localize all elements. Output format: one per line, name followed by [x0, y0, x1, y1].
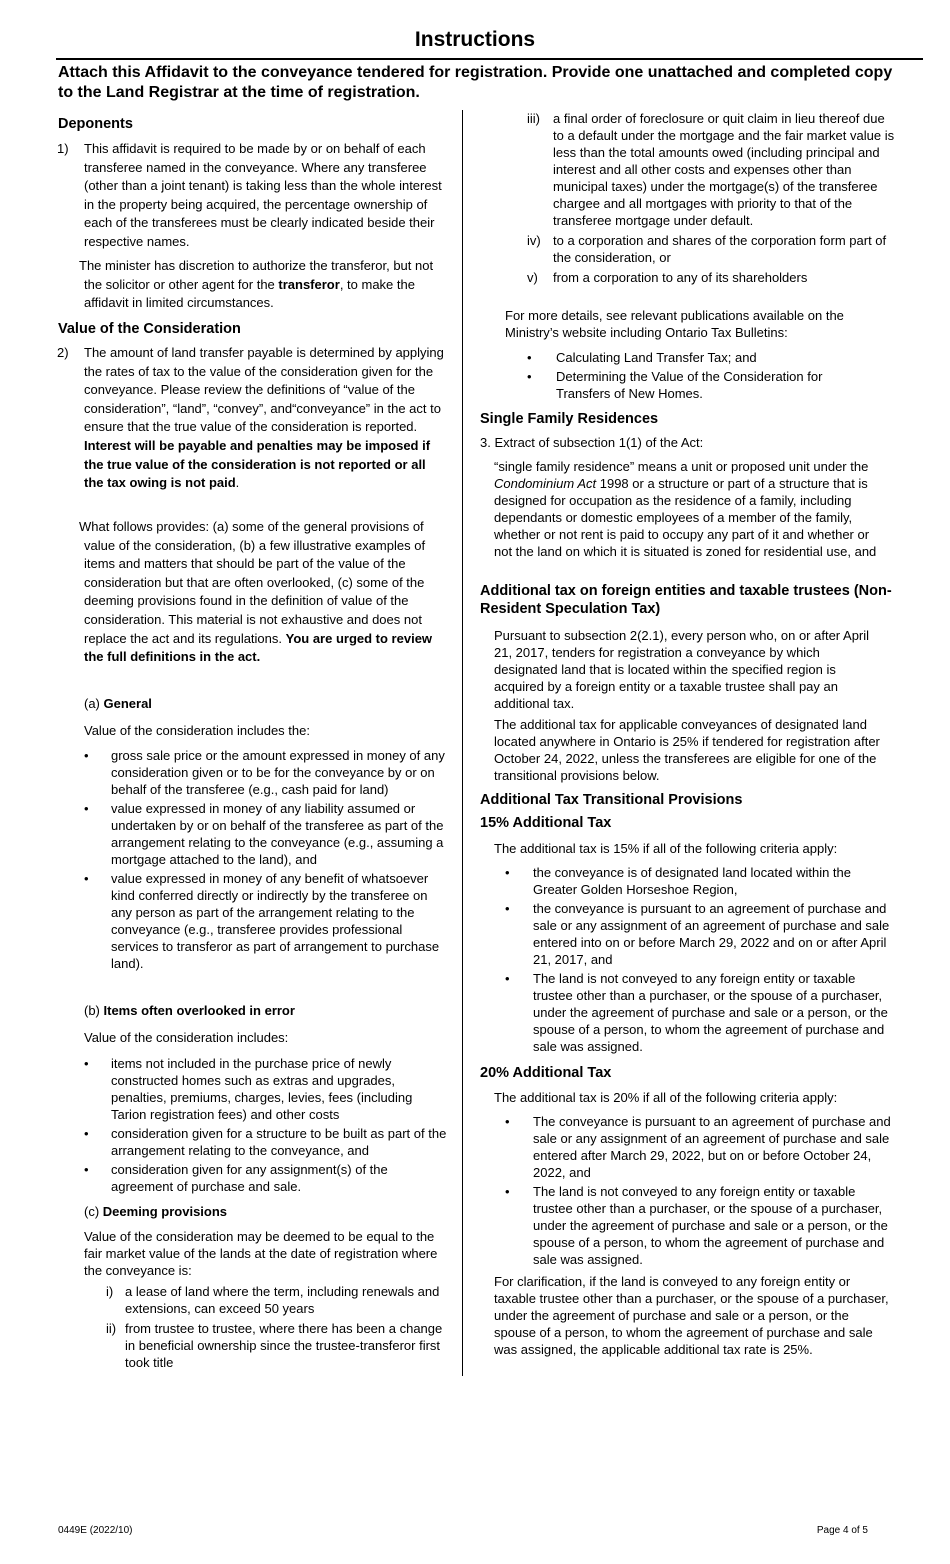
list-item-text: The land is not conveyed to any foreign entity or taxable trustee other than a purchaser, or the spouse of a purchaser, under the agreement of purchase and sale or a person, or the spouse of a person, to whom the agreement of purchase and sale was assigned. — [533, 971, 888, 1054]
text: “single family residence” means a unit or proposed unit under the — [494, 459, 869, 474]
bullet-icon: • — [527, 369, 532, 384]
list-item-text: Determining the Value of the Consideration for Transfers of New Homes. — [556, 369, 823, 401]
text: . — [235, 475, 240, 491]
deeming-item — [106, 1283, 451, 1317]
list-item — [505, 900, 895, 968]
list-item — [84, 1125, 449, 1159]
subheading-deeming — [84, 1203, 227, 1220]
list-item-text: gross sale price or the amount expressed in money of any consideration given or to be for the conveyance by or on behalf of the transferee (e.g., cash paid for land) — [111, 748, 445, 797]
bullets-20 — [505, 1113, 895, 1270]
bold-text: Items often overlooked in error — [103, 1003, 295, 1018]
bold-text: General — [103, 696, 152, 711]
bullet-icon: • — [84, 871, 89, 886]
list-item-text: consideration given for a structure to be built as part of the arrangement relating to the conveyance, and — [111, 1126, 447, 1158]
heading-15: 15% Additional Tax — [480, 815, 612, 831]
list-item-text: to a corporation and shares of the corporation form part of the consideration, or — [553, 233, 887, 265]
bullet-icon: • — [84, 1162, 89, 1177]
general-intro: Value of the consideration includes the: — [84, 723, 310, 738]
list-item-text: Calculating Land Transfer Tax; and — [556, 350, 757, 365]
list-item-text: The conveyance is pursuant to an agreement of purchase and sale or any assignment of an agreement of purchase and sale entered after March 29, 2022, but on or before October 24, 2022, and — [533, 1114, 891, 1180]
list-item-text: The land is not conveyed to any foreign entity or taxable trustee other than a purchaser, or the spouse of a purchaser, under the agreement of purchase and sale or a person, or the spouse of a person, to whom the agreement of purchase and sale was assigned. — [533, 1184, 888, 1267]
italic-text: Condominium Act — [494, 476, 597, 491]
heading-nrst: Additional tax on foreign entities and taxable trustees (Non-Resident Speculation Tax) — [480, 583, 892, 617]
general-bullets — [84, 747, 449, 974]
column-divider — [462, 110, 463, 1376]
list-item — [527, 349, 877, 366]
deeming-item — [106, 1320, 451, 1371]
list-item — [84, 800, 449, 868]
bullet-icon: • — [505, 865, 510, 880]
extract-label: 3. Extract of subsection 1(1) of the Act: — [480, 435, 704, 450]
item-number: 1) — [57, 141, 69, 156]
subtitle: Attach this Affidavit to the conveyance tendered for registration. Provide one unattached and completed copy to the Land Registrar at the time of registration. — [58, 64, 893, 101]
bullets-15 — [505, 864, 895, 1057]
bold-text: transferor — [278, 276, 340, 292]
list-item — [505, 970, 895, 1055]
clarification: For clarification, if the land is conveyed to any foreign entity or taxable trustee other than a purchaser, or the spouse of a purchaser, under the agreement of purchase and sale or a person, or the spouse of a person, to whom the agreement of purchase and sale was assigned, the applicable additional tax rate is 25%. — [494, 1274, 889, 1357]
list-item — [84, 870, 449, 972]
bold-text: Deeming provisions — [102, 1204, 228, 1219]
item-number: iv) — [527, 233, 541, 248]
value-paragraph-2 — [79, 518, 454, 667]
heading-value: Value of the Consideration — [58, 321, 241, 337]
form-number: 0449E (2022/10) — [58, 1525, 133, 1536]
publication-bullets — [527, 349, 877, 404]
text: (c) — [84, 1204, 103, 1219]
item-number: 2) — [57, 345, 69, 360]
sfr-definition — [494, 458, 889, 560]
para-20: The additional tax is 20% if all of the following criteria apply: — [494, 1090, 838, 1105]
list-item-text: a lease of land where the term, including renewals and extensions, can exceed 50 years — [125, 1284, 440, 1316]
deponents-text: This affidavit is required to be made by or on behalf of each transferee named in the conveyance. Where any transferee (other than a joint tenant) is taking less than the whole interest in the property being acquired, the percentage ownership of each of the transferees must be clearly indicated beside their respective names. — [84, 141, 442, 249]
bullet-icon: • — [505, 901, 510, 916]
list-item-text: the conveyance is pursuant to an agreement of purchase and sale or any assignment of an agreement of purchase and sale entered into on or before March 29, 2022 and on or after April 21, 2017, and — [533, 901, 890, 967]
list-item — [84, 1161, 449, 1195]
title-rule — [56, 58, 923, 60]
list-item — [505, 1113, 895, 1181]
subheading-overlooked — [84, 1002, 295, 1019]
item-number: iii) — [527, 111, 540, 126]
bullet-icon: • — [527, 350, 532, 365]
list-item-text: the conveyance is of designated land located within the Greater Golden Horseshoe Region, — [533, 865, 851, 897]
list-item-text: value expressed in money of any benefit of whatsoever kind conferred directly or indirectly by the transferee on any person as part of the arrangement relating to the conveyance (e.g., transferee provides professional services to transferor as part of arrangement to purchase land). — [111, 871, 440, 971]
nrst-paragraph-1: Pursuant to subsection 2(2.1), every person who, on or after April 21, 2017, tenders for registration a conveyance by which designated land that is located within the specified region is acquired by a foreign entity or a taxable trustee shall pay an additional tax. — [494, 628, 870, 711]
more-details: For more details, see relevant publications available on the Ministry’s website including Ontario Tax Bulletins: — [505, 308, 844, 340]
minister-text — [79, 257, 454, 313]
list-item — [84, 747, 449, 798]
list-item-text: value expressed in money of any liability assumed or undertaken by or on behalf of the transferee as part of the arrangement relating to the conveyance (e.g., assuming a mortgage attached to the land), and — [111, 801, 444, 867]
text: , to make the affidavit in limited circumstances. — [84, 276, 415, 311]
list-item-text: items not included in the purchase price of newly constructed homes such as extras and upgrades, penalties, premiums, charges, levies, fees (including Tarion registration fees) and other costs — [111, 1056, 413, 1122]
bullet-icon: • — [84, 1126, 89, 1141]
text: 1998 or a structure or part of a structure that is designed for occupation as the residence of a family, including dependants or domestic employees of a member of the family, whether or not rent is paid to occupy any part of it and whether or not the land on which it is situated is zoned for residential use, and — [494, 476, 877, 559]
bullet-icon: • — [84, 1056, 89, 1071]
deeming-item — [527, 269, 898, 286]
text: The minister has discretion to authorize the transferor, but not the solicitor or other agent for the — [79, 258, 434, 292]
text: (a) — [84, 696, 104, 711]
item-number: ii) — [106, 1321, 117, 1336]
list-item-text: from trustee to trustee, where there has been a change in beneficial ownership since the trustee-transferor first took title — [125, 1321, 443, 1370]
heading-20: 20% Additional Tax — [480, 1065, 612, 1081]
page-number: Page 4 of 5 — [816, 1525, 868, 1536]
bullet-icon: • — [505, 1114, 510, 1129]
list-item — [527, 368, 877, 402]
heading-single-family: Single Family Residences — [480, 411, 659, 427]
deeming-item — [527, 110, 898, 229]
list-item — [84, 1055, 449, 1123]
overlooked-intro: Value of the consideration includes: — [84, 1030, 289, 1045]
bullet-icon: • — [84, 748, 89, 763]
bullet-icon: • — [505, 1184, 510, 1199]
heading-deponents: Deponents — [58, 116, 133, 132]
list-item-text: a final order of foreclosure or quit claim in lieu thereof due to a default under the mortgage and the fair market value is less than the total amounts owed (including principal and interest and all other costs and expenses other than municipal taxes) under the mortgage(s) of the transferee chargee and all mortgages with priority to that of the transferee mortgage under default. — [553, 111, 895, 228]
deeming-items-right — [527, 110, 897, 289]
bullet-icon: • — [84, 801, 89, 816]
item-number: v) — [527, 270, 538, 285]
heading-transitional: Additional Tax Transitional Provisions — [480, 792, 743, 808]
list-item-text: from a corporation to any of its shareholders — [553, 270, 808, 285]
item-number: i) — [106, 1284, 114, 1299]
bullet-icon: • — [505, 971, 510, 986]
list-item — [505, 1183, 895, 1268]
subheading-general — [84, 695, 152, 712]
bold-text: Interest will be payable and penalties may be imposed if the true value of the consideration is not reported or all the tax owing is not paid — [84, 437, 431, 491]
text: (b) — [84, 1003, 104, 1018]
list-item — [505, 864, 895, 898]
deeming-intro: Value of the consideration may be deemed to be equal to the fair market value of the lands at the date of registration where the conveyance is: — [84, 1229, 438, 1278]
value-paragraph-1 — [84, 344, 448, 493]
nrst-paragraph-2: The additional tax for applicable conveyances of designated land located anywhere in Ontario is 25% if tendered for registration after October 24, 2022, unless the transferees are eligible for one of the transitional provisions below. — [494, 717, 880, 783]
page-title: Instructions — [414, 28, 536, 51]
deeming-item — [527, 232, 898, 266]
overlooked-bullets — [84, 1055, 449, 1197]
bold-text: You are urged to review the full definitions in the act. — [84, 630, 433, 665]
list-item-text: consideration given for any assignment(s) of the agreement of purchase and sale. — [111, 1162, 388, 1194]
text: What follows provides: (a) some of the general provisions of value of the consideration, (b) a few illustrative examples of items and matters that should be part of the value of the consideration but that are often overlooked, (c) some of the deeming provisions found in the definition of value of the consideration. This material is not exhaustive and does not replace the act and its regulations. — [79, 519, 426, 646]
text: The amount of land transfer payable is determined by applying the rates of tax to the value of the consideration given for the conveyance. Please review the definitions of “value of the consideration”, “land”, “convey”, and“conveyance” in the act to ensure that the true value of the consideration is reported. — [84, 345, 444, 435]
para-15: The additional tax is 15% if all of the following criteria apply: — [494, 841, 838, 856]
deeming-items-left — [106, 1283, 451, 1374]
